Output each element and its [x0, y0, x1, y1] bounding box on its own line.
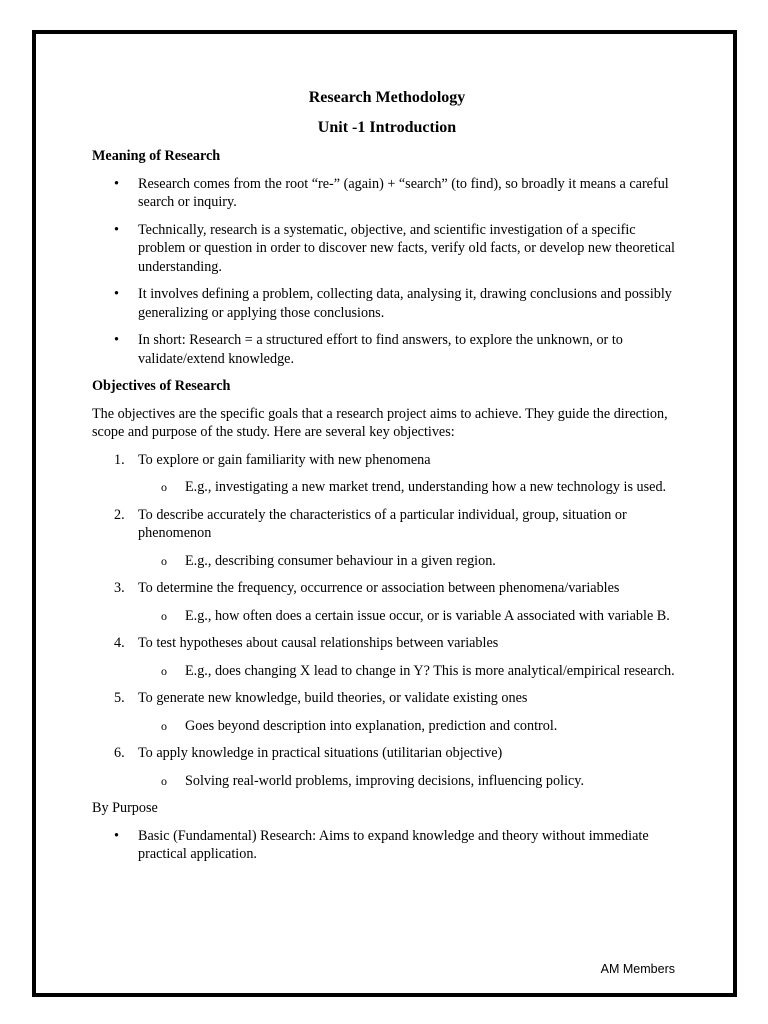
- by-purpose-heading: By Purpose: [92, 800, 158, 816]
- list-item-text: Basic (Fundamental) Research: Aims to expand knowledge and theory without immediate practical application.: [138, 827, 649, 862]
- objective-text: To describe accurately the characteristics of a particular individual, group, situation or phenomenon: [138, 506, 627, 541]
- sub-item-text: E.g., does changing X lead to change in Y? This is more analytical/empirical research.: [185, 662, 675, 679]
- objectives-heading: Objectives of Research: [92, 378, 231, 394]
- sub-item-text: E.g., how often does a certain issue occur, or is variable A associated with variable B.: [185, 607, 670, 624]
- objective-text: To test hypotheses about causal relationships between variables: [138, 635, 499, 651]
- objective-item: [92, 744, 682, 790]
- list-item-text: It involves defining a problem, collecting data, analysing it, drawing conclusions and possibly generalizing or applying those conclusions.: [138, 286, 672, 321]
- list-item: [92, 221, 682, 277]
- circle-bullet-icon: o: [161, 773, 167, 788]
- objective-item: [92, 451, 682, 497]
- objective-item: [92, 506, 682, 571]
- meaning-heading: Meaning of Research: [92, 148, 221, 164]
- objective-number: 1.: [114, 451, 125, 468]
- sub-item: [92, 552, 682, 571]
- list-item: [92, 175, 682, 212]
- circle-bullet-icon: o: [161, 553, 167, 568]
- by-purpose-list: [92, 827, 682, 864]
- page-footer: AM Members: [600, 962, 675, 976]
- sub-item-text: E.g., investigating a new market trend, understanding how a new technology is used.: [185, 479, 667, 495]
- circle-bullet-icon: o: [161, 718, 167, 733]
- circle-bullet-icon: o: [161, 608, 167, 623]
- sub-item: [92, 772, 682, 791]
- sub-item-text: Goes beyond description into explanation, prediction and control.: [185, 717, 558, 734]
- sub-item: [92, 717, 682, 736]
- bullet-icon: •: [114, 332, 119, 348]
- objective-number: 6.: [114, 745, 125, 761]
- circle-bullet-icon: o: [161, 663, 167, 678]
- objective-number: 5.: [114, 690, 125, 706]
- objectives-list: [92, 451, 682, 791]
- objective-item: [92, 689, 682, 735]
- list-item-text: Research comes from the root “re-” (again) + “search” (to find), so broadly it means a careful search or inquiry.: [138, 175, 669, 210]
- list-item: [92, 827, 682, 864]
- objective-text: To apply knowledge in practical situations (utilitarian objective): [138, 745, 503, 761]
- objective-item: [92, 579, 682, 625]
- list-item-text: In short: Research = a structured effort to find answers, to explore the unknown, or to validate/extend knowledge.: [138, 332, 623, 367]
- list-item: [92, 285, 682, 322]
- objective-text: To generate new knowledge, build theories, or validate existing ones: [138, 690, 528, 706]
- bullet-icon: •: [114, 827, 119, 844]
- objective-number: 3.: [114, 580, 125, 596]
- objective-item: [92, 634, 682, 680]
- objective-text: To explore or gain familiarity with new phenomena: [138, 451, 431, 468]
- list-item-text: Technically, research is a systematic, objective, and scientific investigation of a specific problem or question in order to discover new facts, verify old facts, or develop new theoretical understanding.: [138, 221, 675, 275]
- document-title: Research Methodology: [308, 89, 466, 106]
- objective-text: To determine the frequency, occurrence or association between phenomena/variables: [138, 580, 620, 596]
- document-body: [92, 84, 682, 864]
- sub-item: [92, 662, 682, 681]
- document-subtitle: Unit -1 Introduction: [317, 119, 457, 136]
- sub-item: [92, 607, 682, 626]
- sub-item-text: Solving real-world problems, improving decisions, influencing policy.: [185, 772, 585, 789]
- bullet-icon: •: [114, 286, 119, 302]
- circle-bullet-icon: o: [161, 480, 167, 494]
- sub-item-text: E.g., describing consumer behaviour in a given region.: [185, 552, 496, 569]
- bullet-icon: •: [114, 175, 119, 192]
- bullet-icon: •: [114, 221, 119, 238]
- meaning-list: [92, 175, 682, 369]
- objective-number: 2.: [114, 506, 125, 523]
- sub-item: [92, 478, 682, 497]
- objective-number: 4.: [114, 635, 125, 651]
- objectives-intro: The objectives are the specific goals that a research project aims to achieve. They guide the direction, scope and purpose of the study. Here are several key objectives:: [92, 405, 668, 440]
- list-item: [92, 331, 682, 368]
